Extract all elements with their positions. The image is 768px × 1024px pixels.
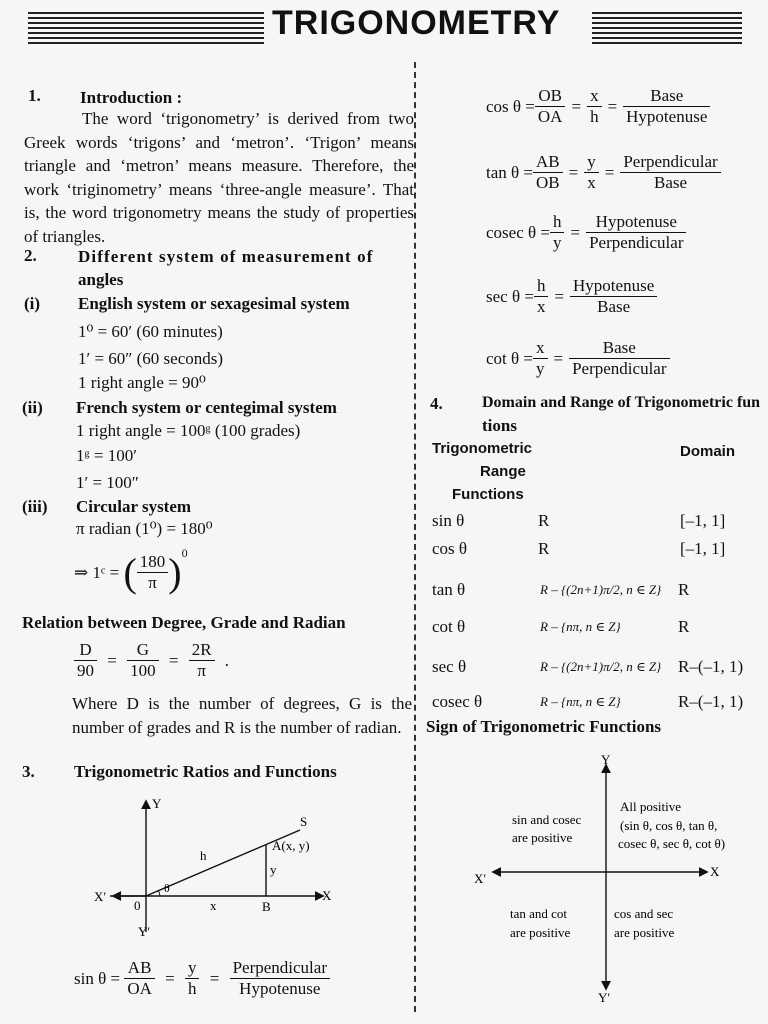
ratio-triangle-diagram — [90, 792, 340, 942]
section4-number: 4. — [430, 394, 443, 413]
q1-line: (sin θ, cos θ, tan θ, — [620, 818, 718, 833]
ratio-formula: cot θ = $\frac{x}{y}$ = $\frac{\text{Base}}{\text{Perpendicular}}$ — [486, 338, 670, 379]
sub-i-heading: English system or sexagesimal system — [78, 294, 350, 313]
sub-iii-line: π radian (1⁰) = 180⁰ — [76, 519, 213, 538]
ratio-lhs: cosec θ = — [486, 222, 550, 242]
label-y-neg: Y′ — [138, 924, 151, 939]
sign-label-y-neg: Y′ — [598, 990, 611, 1005]
label-s: S — [300, 814, 308, 829]
relation-paragraph: Where D is the number of degrees, G is the number of grades and R is the number of radian. — [72, 694, 412, 737]
domain-row-middle: R – {nπ, n ∈ Z} — [540, 694, 621, 709]
label-origin: 0 — [134, 898, 141, 913]
signs-heading: Sign of Trigonometric Functions — [426, 717, 662, 736]
section4-heading: Domain and Range of Trigonometric fun — [482, 394, 761, 411]
label-x-side: x — [210, 898, 217, 913]
label-b: B — [262, 899, 271, 914]
ratio-lhs: sec θ = — [486, 286, 534, 306]
ratio-frac-vars: $\frac{h}{y}$ — [550, 212, 565, 253]
title-bar — [0, 0, 768, 60]
section3-heading: Trigonometric Ratios and Functions — [74, 762, 337, 781]
ratio-formula: cosec θ = $\frac{h}{y}$ = $\frac{\text{Hypotenuse}}{\text{Perpendicular}}$ — [486, 212, 686, 253]
relation-frac-d: $\frac{D}{90}$ — [74, 640, 97, 681]
q1-line: All positive — [620, 799, 682, 814]
ratio-frac-words: $\frac{\text{Hypotenuse}}{\text{Perpendicular}}$ — [586, 212, 686, 253]
ratio-formula: cos θ = $\frac{OB}{OA}$ = $\frac{x}{h}$ = $\frac{\text{Base}}{\text{Hypotenuse}}$ — [486, 86, 710, 127]
ratio-frac-vars: $\frac{h}{x}$ — [534, 276, 549, 317]
ratio-formula: sec θ = $\frac{h}{x}$ = $\frac{\text{Hypotenuse}}{\text{Base}}$ — [486, 276, 657, 317]
col-header-trig: Trigonometric — [432, 440, 533, 457]
domain-row-right: [–1, 1] — [680, 511, 726, 530]
title-rules-right — [592, 12, 742, 46]
q2-line: are positive — [512, 830, 573, 845]
q4-line: are positive — [614, 925, 675, 940]
q2-line: sin and cosec — [512, 812, 582, 827]
sub-ii-line: 1ᵍ = 100′ — [76, 446, 137, 465]
ratio-lhs: tan θ = — [486, 162, 533, 182]
domain-row-function: cos θ — [432, 539, 468, 558]
theta-arc — [158, 890, 160, 896]
sign-quadrant-diagram — [470, 752, 740, 1007]
ratio-lhs: cos θ = — [486, 96, 535, 116]
relation-frac-r: $\frac{2R}{\pi}$ — [189, 640, 215, 681]
sub-i-line: 1′ = 60″ (60 seconds) — [78, 349, 224, 368]
ratio-frac-vars: $\frac{x}{y}$ — [533, 338, 548, 379]
ratio-frac-words: $\frac{\text{Hypotenuse}}{\text{Base}}$ — [570, 276, 657, 317]
radian-exponent: 0 — [181, 546, 188, 560]
domain-row-function: cot θ — [432, 617, 466, 636]
sub-iii-number: (iii) — [22, 497, 48, 516]
section4-heading-cont: tions — [482, 416, 517, 435]
ratio-formula: tan θ = $\frac{AB}{OB}$ = $\frac{y}{x}$ = $\frac{\text{Perpendicular}}{\text{Base}}$ — [486, 152, 721, 193]
sub-i-number: (i) — [24, 294, 41, 313]
label-y: Y — [152, 796, 162, 811]
label-y-side: y — [270, 862, 277, 877]
ratio-frac-words: $\frac{\text{Base}}{\text{Hypotenuse}}$ — [623, 86, 710, 127]
relation-heading: Relation between Degree, Grade and Radian — [22, 613, 346, 632]
ratio-frac-vars: $\frac{x}{h}$ — [587, 86, 602, 127]
sub-ii-heading: French system or centegimal system — [76, 398, 337, 417]
sub-ii-line: 1 right angle = 100ᵍ (100 grades) — [76, 421, 301, 440]
label-x: X — [322, 888, 332, 903]
domain-row-middle: R — [538, 511, 550, 530]
domain-row-middle: R – {nπ, n ∈ Z} — [540, 619, 621, 634]
domain-row-function: cosec θ — [432, 692, 483, 711]
column-divider — [414, 62, 416, 1012]
q3-line: tan and cot — [510, 906, 568, 921]
radian-formula-lhs: ⇒ 1ᶜ = — [74, 562, 120, 582]
ratio-frac-words: $\frac{\text{Perpendicular}}{\text{Base}}$ — [620, 152, 720, 193]
label-a: A(x, y) — [272, 838, 310, 853]
domain-row-middle: R – {(2n+1)π/2, n ∈ Z} — [540, 582, 662, 597]
domain-row-right: R–(–1, 1) — [678, 692, 744, 711]
ratio-lhs: cot θ = — [486, 348, 533, 368]
q4-line: cos and sec — [614, 906, 674, 921]
section2-heading-cont: angles — [78, 270, 124, 289]
section1-number: 1. — [28, 86, 41, 105]
col-header-functions: Functions — [452, 486, 524, 503]
sign-label-y: Y — [601, 752, 611, 767]
sub-iii-heading: Circular system — [76, 497, 192, 516]
title-rules-left — [28, 12, 264, 46]
sign-label-x-neg: X′ — [474, 871, 487, 886]
page-title: TRIGONOMETRY — [272, 4, 561, 42]
relation-frac-g: $\frac{G}{100}$ — [127, 640, 159, 681]
label-h: h — [200, 848, 207, 863]
q3-line: are positive — [510, 925, 571, 940]
radian-fraction: $\frac{180}{\pi}$ — [137, 552, 169, 593]
col-header-domain: Domain — [680, 443, 736, 460]
ratio-frac-letters: $\frac{OB}{OA}$ — [535, 86, 566, 127]
sign-label-x: X — [710, 864, 720, 879]
radian-formula: ⇒ 1ᶜ = ( $\frac{180}{\pi}$ )$^0$ — [74, 546, 188, 595]
ratio-frac-words: $\frac{\text{Base}}{\text{Perpendicular}}$ — [569, 338, 669, 379]
section1-heading: Introduction : — [80, 88, 183, 107]
domain-row-middle: R — [538, 539, 550, 558]
label-theta: θ — [164, 881, 170, 895]
relation-formula: $\frac{D}{90}$ = $\frac{G}{100}$ = $\frac{2R}{\pi}$ . — [74, 640, 235, 681]
ratio-frac-vars: $\frac{y}{x}$ — [584, 152, 599, 193]
domain-row-function: sin θ — [432, 511, 465, 530]
section1-paragraph: The word ‘trigonometry’ is derived from two Greek words ‘trigons’ and ‘metron’. ‘Trigon’ means triangle and ‘metron’ means measure. Therefore, the work ‘triginometry’ means ‘three-angle measure’. That is, the word trigonometry means the study of properties of triangles. — [24, 109, 414, 246]
label-x-neg: X′ — [94, 889, 107, 904]
sub-i-line: 1 right angle = 90⁰ — [78, 373, 206, 392]
section3-number: 3. — [22, 762, 35, 781]
domain-row-right: R — [678, 617, 690, 636]
col-header-range: Range — [480, 463, 526, 480]
q1-line: cosec θ, sec θ, cot θ) — [618, 836, 726, 851]
domain-row-right: R — [678, 580, 690, 599]
domain-row-function: sec θ — [432, 657, 467, 676]
domain-row-middle: R – {(2n+1)π/2, n ∈ Z} — [540, 659, 662, 674]
sin-formula: sin θ = $\frac{AB}{OA}$ = $\frac{y}{h}$ = $\frac{\text{Perpendicular}}{\text{Hypotenuse}}$ — [74, 958, 330, 999]
domain-row-right: [–1, 1] — [680, 539, 726, 558]
sub-ii-number: (ii) — [22, 398, 43, 417]
domain-row-function: tan θ — [432, 580, 466, 599]
section2-heading: Different system of measurement of — [78, 247, 374, 266]
section2-number: 2. — [24, 246, 37, 265]
ratio-frac-letters: $\frac{AB}{OB}$ — [533, 152, 563, 193]
sub-ii-line: 1′ = 100″ — [76, 473, 139, 492]
domain-row-right: R–(–1, 1) — [678, 657, 744, 676]
sub-i-line: 1⁰ = 60′ (60 minutes) — [78, 322, 223, 341]
